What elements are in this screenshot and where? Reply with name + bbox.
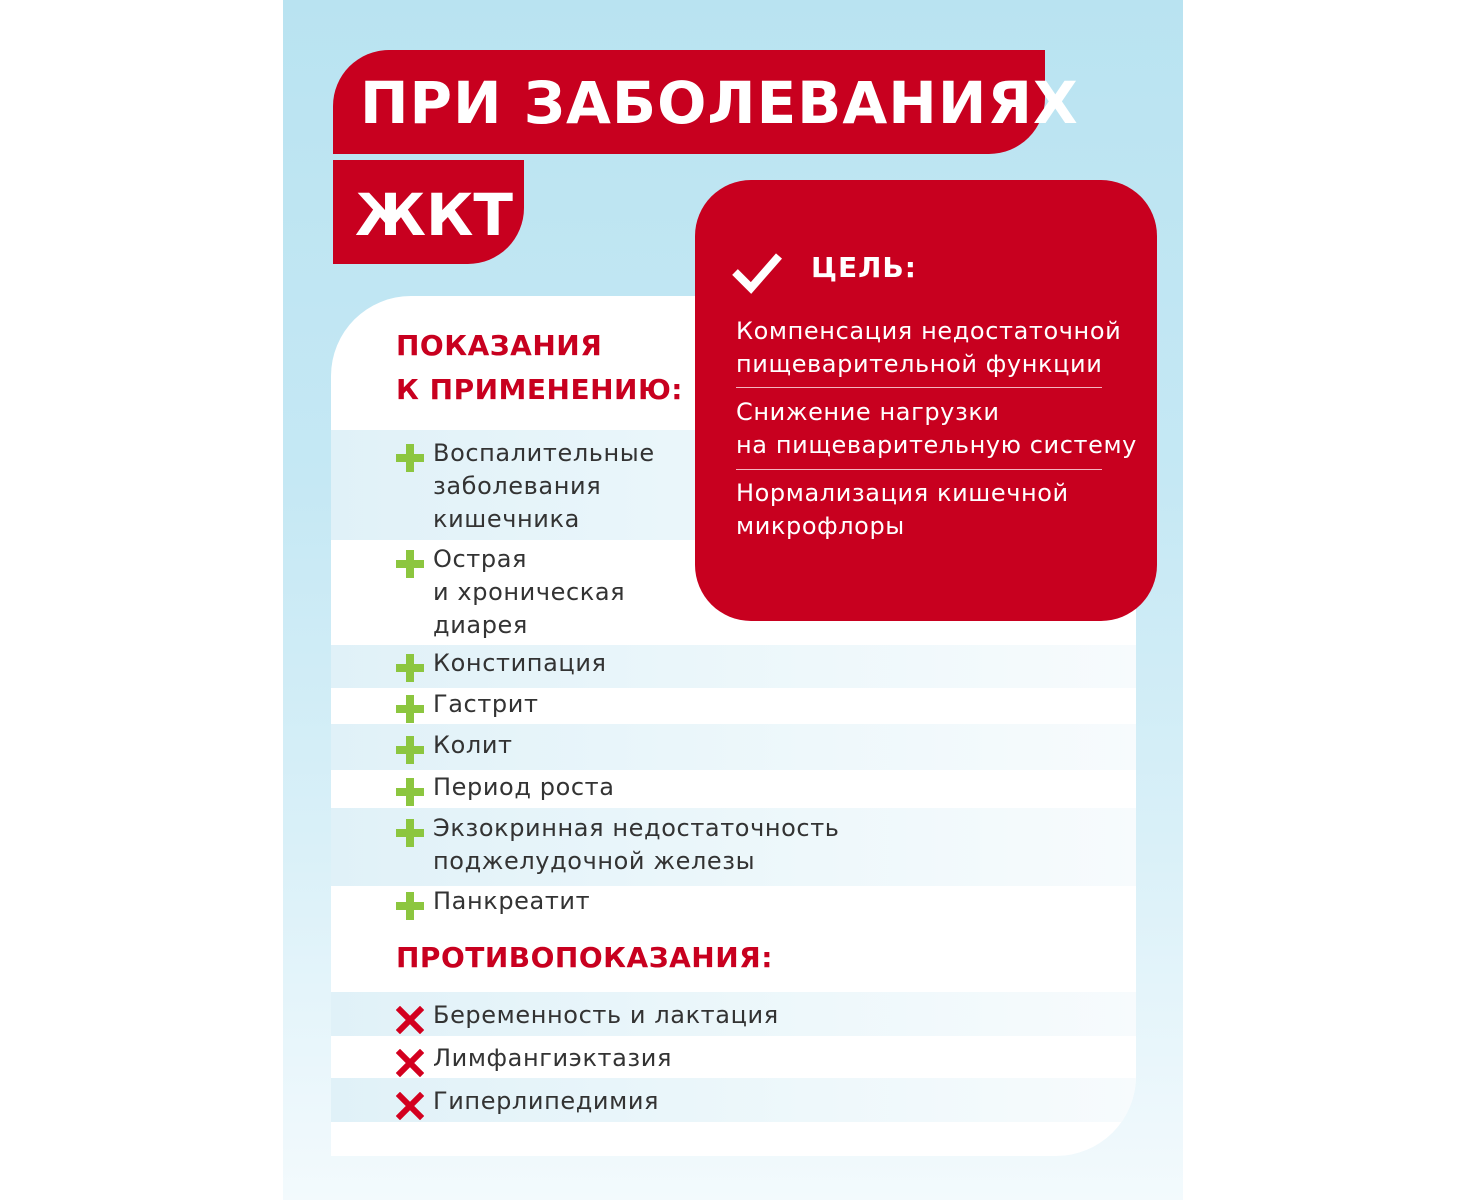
- contraindication-text: Беременность и лактация: [433, 1001, 779, 1029]
- goal-divider: [736, 387, 1102, 388]
- title-banner-line1: [333, 50, 1079, 154]
- poster: [283, 0, 1183, 1200]
- indication-text: Острая и хроническая диарея: [433, 545, 626, 639]
- indication-text: Панкреатит: [433, 887, 591, 915]
- indication-text: Воспалительные заболевания кишечника: [433, 439, 655, 533]
- goal-heading: ЦЕЛЬ:: [811, 251, 917, 284]
- check-icon: [731, 250, 783, 294]
- contraindications-heading: ПРОТИВОПОКАЗАНИЯ:: [396, 941, 773, 974]
- cross-icon: [396, 1049, 424, 1077]
- goal-item: Снижение нагрузки на пищеварительную систему: [736, 398, 1137, 459]
- plus-icon: [396, 695, 424, 723]
- title-line2: ЖКТ: [355, 181, 513, 249]
- cross-icon: [396, 1092, 424, 1120]
- indication-text: Экзокринная недостаточность поджелудочной железы: [433, 814, 840, 875]
- plus-icon: [396, 819, 424, 847]
- indication-text: Период роста: [433, 773, 615, 801]
- goal-panel: [695, 180, 1157, 621]
- indication-text: Констипация: [433, 649, 607, 677]
- contraindication-text: Лимфангиэктазия: [433, 1044, 673, 1072]
- plus-icon: [396, 654, 424, 682]
- plus-icon: [396, 550, 424, 578]
- indication-text: Гастрит: [433, 690, 539, 718]
- indications-heading: ПОКАЗАНИЯ К ПРИМЕНЕНИЮ:: [396, 329, 684, 406]
- title-banner-line2: [333, 160, 524, 264]
- plus-icon: [396, 892, 424, 920]
- plus-icon: [396, 778, 424, 806]
- plus-icon: [396, 444, 424, 472]
- title-line1: ПРИ ЗАБОЛЕВАНИЯХ: [360, 69, 1079, 137]
- plus-icon: [396, 736, 424, 764]
- goal-item: Нормализация кишечной микрофлоры: [736, 479, 1069, 540]
- cross-icon: [396, 1006, 424, 1034]
- goal-divider: [736, 469, 1102, 470]
- contraindication-text: Гиперлипедимия: [433, 1087, 660, 1115]
- indication-text: Колит: [433, 731, 513, 759]
- goal-item: Компенсация недостаточной пищеварительной функции: [736, 317, 1122, 378]
